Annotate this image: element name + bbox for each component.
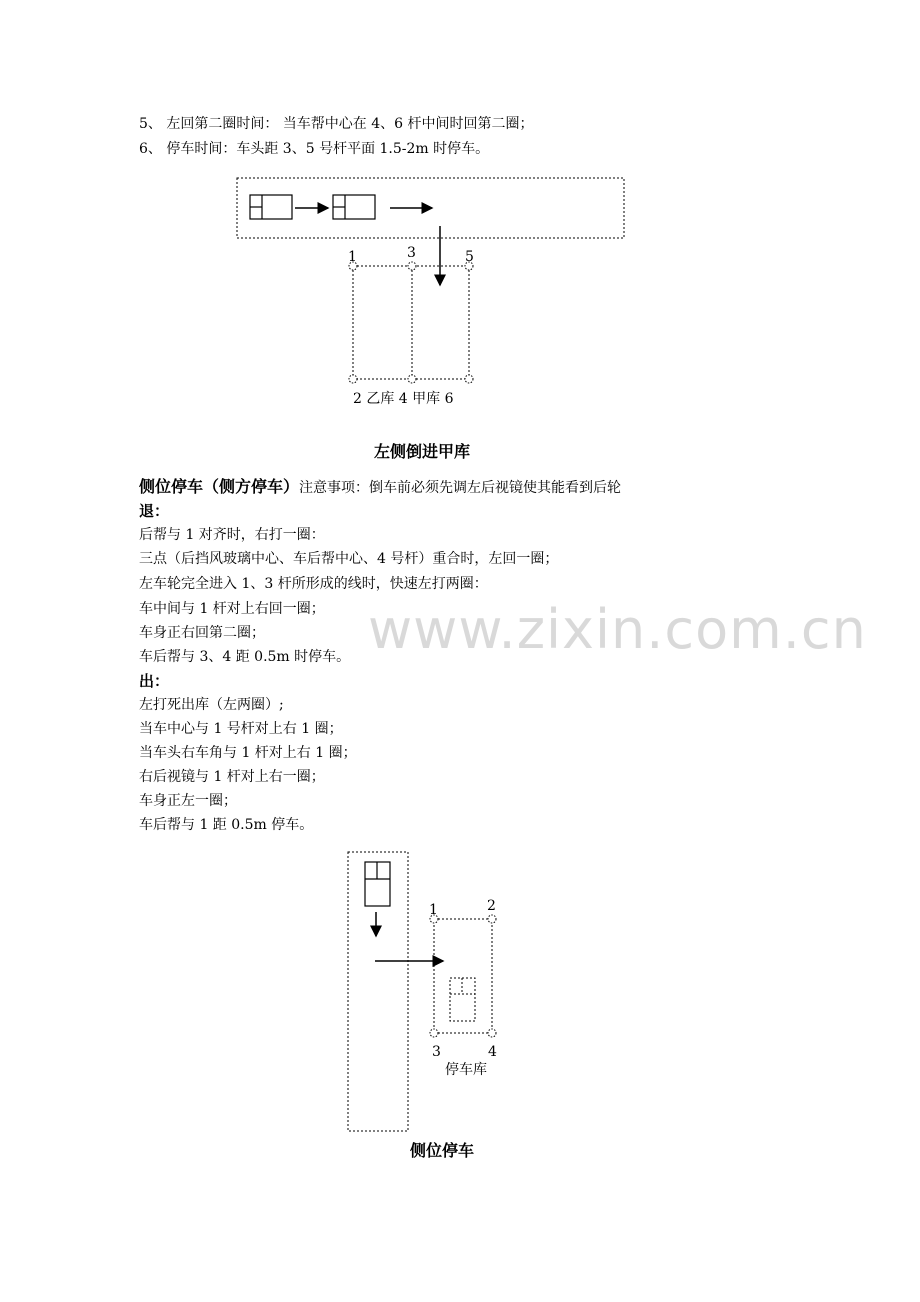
- pole-label-2: 2: [487, 898, 496, 914]
- diagram-caption: 左侧倒进甲库: [374, 442, 471, 461]
- pole-markers: [430, 915, 496, 1037]
- car-icon: [450, 978, 475, 1021]
- car-icon: [365, 862, 390, 906]
- pole-label-1: 1: [429, 902, 438, 918]
- out-step: 当车中心与 1 号杆对上右 1 圈；: [139, 721, 343, 737]
- out-step: 车后帮与 1 距 0.5m 停车。: [139, 817, 314, 833]
- diagram-caption: 侧位停车: [410, 1141, 475, 1160]
- section-title-bold: 侧位停车（侧方停车）: [139, 477, 300, 496]
- pole-label-1: 1: [348, 249, 357, 265]
- out-step: 左打死出库（左两圈）;: [139, 697, 284, 713]
- parking-lot-label: 停车库: [445, 1062, 487, 1078]
- pole-label-4: 4: [488, 1044, 497, 1060]
- out-step: 右后视镜与 1 杆对上右一圈；: [139, 769, 325, 785]
- out-heading: 出：: [139, 672, 170, 690]
- back-step: 后帮与 1 对齐时，右打一圈：: [139, 527, 325, 543]
- back-heading: 退：: [139, 502, 170, 520]
- parking-lot-outline: [434, 919, 492, 1033]
- out-step: 车身正左一圈；: [139, 793, 237, 809]
- back-step: 三点（后挡风玻璃中心、车后帮中心、4 号杆）重合时，左回一圈；: [139, 551, 559, 567]
- back-step: 车后帮与 3、4 距 0.5m 时停车。: [139, 649, 351, 665]
- step-5-text: 5、 左回第二圈时间： 当车帮中心在 4、6 杆中间时回第二圈；: [139, 116, 534, 132]
- section-title-note: 注意事项：倒车前必须先调左后视镜使其能看到后轮: [299, 480, 622, 496]
- back-step: 车中间与 1 杆对上右回一圈；: [139, 601, 325, 617]
- step-6-text: 6、 停车时间：车头距 3、5 号杆平面 1.5-2m 时停车。: [139, 141, 490, 157]
- pole-label-3: 3: [432, 1044, 441, 1060]
- back-step: 左车轮完全进入 1、3 杆所形成的线时，快速左打两圈：: [139, 576, 488, 592]
- watermark: www.zixin.com.cn: [368, 598, 867, 661]
- out-step: 当车头右车角与 1 杆对上右 1 圈；: [139, 745, 357, 761]
- road-outline: [348, 852, 408, 1131]
- pole-label-5: 5: [465, 249, 474, 265]
- garage-bottom-label: 2 乙库 4 甲库 6: [353, 391, 454, 407]
- pole-label-3: 3: [407, 245, 416, 261]
- back-step: 车身正右回第二圈；: [139, 625, 265, 641]
